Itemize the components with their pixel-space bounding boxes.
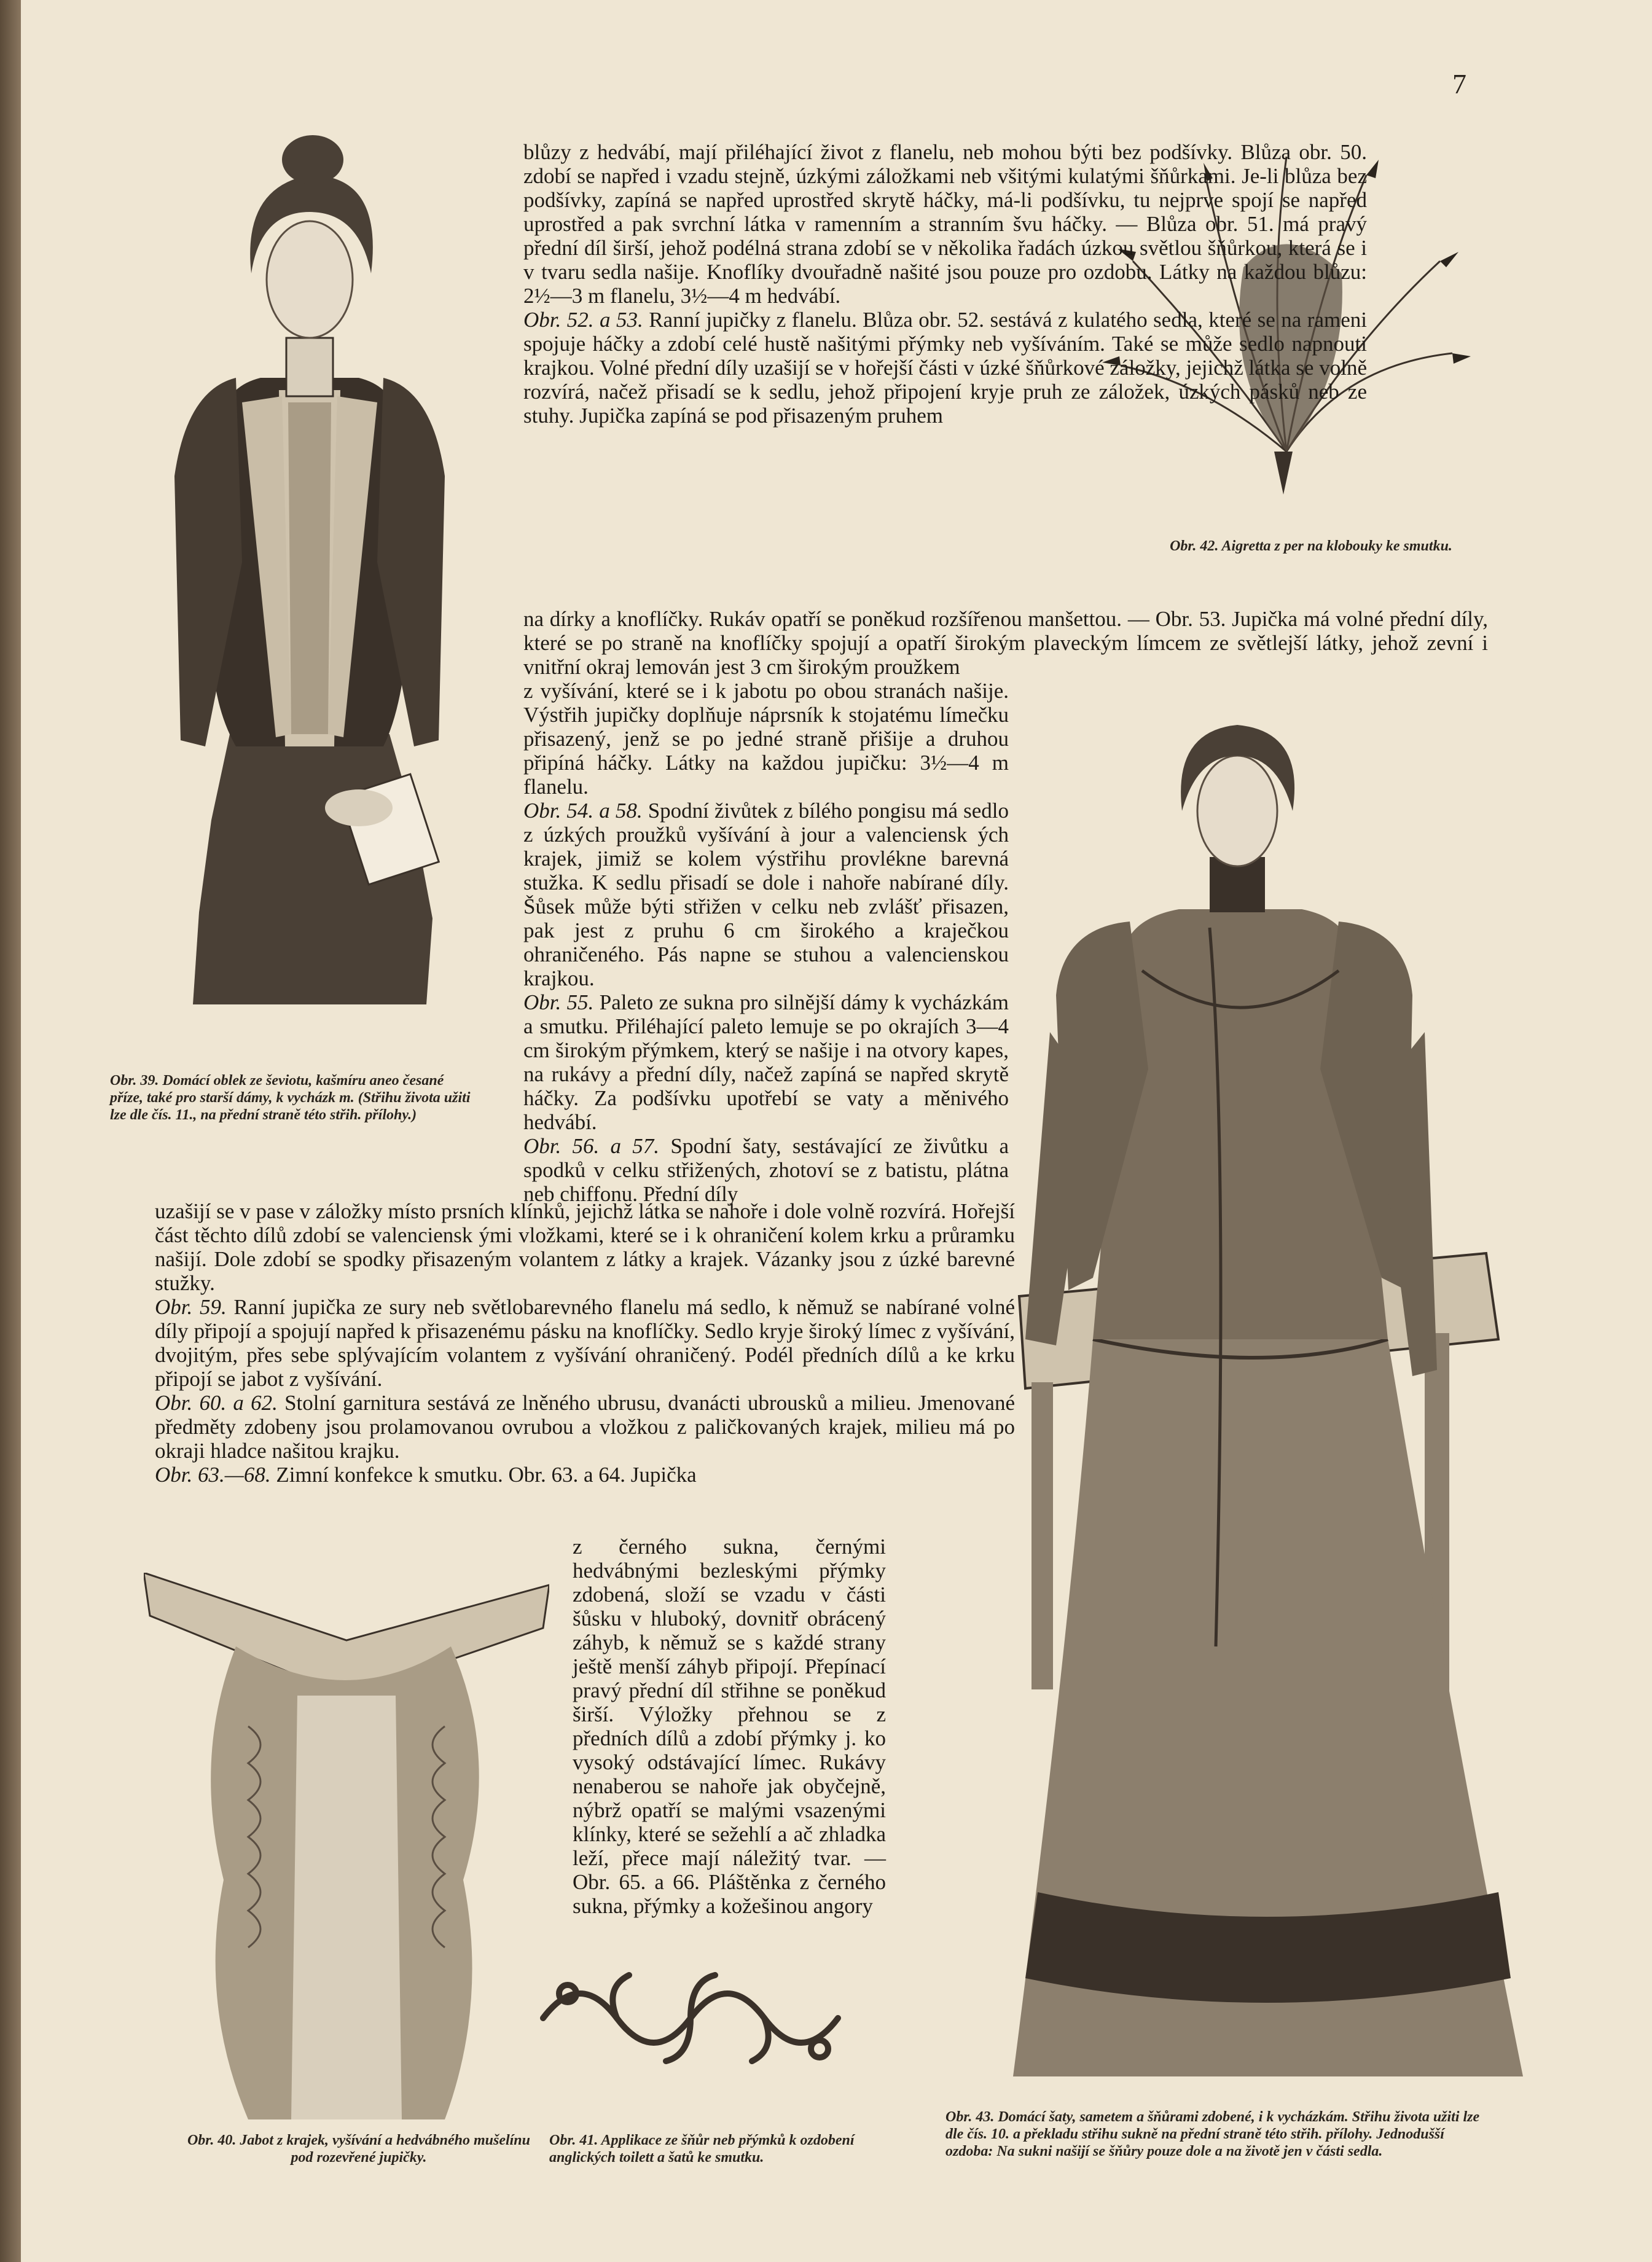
- label-obr-56: Obr. 56. a 57.: [523, 1134, 660, 1158]
- figure-43-engraving: [945, 725, 1529, 2089]
- paragraph-obr-52: [523, 308, 1367, 428]
- label-obr-59: Obr. 59.: [155, 1295, 227, 1319]
- caption-figure-43: Obr. 43. Domácí šaty, sametem a šňůrami zdobené, i k vycházkám. Střihu života užiti lze dle čís. 10. a překladu střihu sukně na přední straně této střih. přílohy. Jednodušší ozdoba: Na sukni našijí se šňůry pouze dole a na životě jen v části sedla.: [945, 2109, 1480, 2159]
- page-number: 7: [1452, 68, 1466, 100]
- text-obr-54: Spodní živůtek z bílého pongisu má sedlo z úzkých proužků vyšívání à jour a valenciensk ých krajek, jimiž se kolem výstřihu provlékne barevná stužka. K sedlu přisadí se dole i nahoře nabírané díly. Šůsek může býti střižen v celku neb zvlášť přisazen, pak jest z pruhu 6 cm širokého a kraječkou ohraničeného. Pás napne se stuhou a valencienskou krajkou.: [523, 799, 1009, 990]
- label-obr-54: Obr. 54. a 58.: [523, 799, 643, 823]
- figure-39-engraving: [138, 132, 482, 1011]
- text-column-top: [523, 140, 1367, 428]
- text-obr-60: Stolní garnitura sestává ze lněného ubrusu, dvanácti ubrousků a milieu. Jmenované předměty zdobeny jsou prolamovanou ovrubou a vložkou z paličkovaných krajek, milieu má po okraji hladce našitou krajku.: [155, 1391, 1015, 1463]
- text-wide-a: na dírky a knoflíčky. Rukáv opatří se poněkud rozšířenou manšettou. — Obr. 53. Jupička má volné přední díly, které se po straně na knoflíčky spojují a opatří širokým plaveckým límcem ze světlejší látky, jehož zevní i vnitřní okraj lemován jest 3 cm širokým proužkem: [523, 607, 1488, 679]
- label-obr-63: Obr. 63.—68.: [155, 1463, 271, 1487]
- text-column-bottom: z černého sukna, černými hedvábnými bezleskými přýmky zdobená, složí se vzadu v části šůsku v hluboký, dovnitř obrácený záhyb, k němuž se s každé strany ještě menší záhyb připojí. Přepínací pravý přední díl střihne se poněkud širší. Výložky přehnou se z předních dílů a zdobí přýmky j. ko vysoký odstávající límec. Rukávy nenaberou se nahoře jak obyčejně, nýbrž opatří se malými vsazenými klínky, které se sežehlí a ač zhladka leží, přece mají náležitý tvar. — Obr. 65. a 66. Pláštěnka z černého sukna, přýmky a kožešinou angory: [573, 1535, 886, 1918]
- text-obr-55: Paleto ze sukna pro silnější dámy k vycházkám a smutku. Přiléhající paleto lemuje se po okrajích 3—4 cm širokým přýmkem, který se našije i na otvory kapes, na rukávy a přední díly, načež zapíná se napřed skrytě háčky. Za podšívku upotřebí se vaty a měnivého hedvábí.: [523, 990, 1009, 1134]
- text-obr-59: Ranní jupička ze sury neb světlobarevného flanelu má sedlo, k němuž se nabírané volné díly připojí a spojují napřed k přisazenému pásku na knoflíčky. Sedlo kryje široký límec z vyšívání, dvojitým, přes sebe splývajícím volantem z vyšívání ohraničený. Podél předních dílů a ke krku připojí se jabot z vyšívání.: [155, 1295, 1015, 1391]
- paragraph-obr-59: [155, 1295, 1015, 1391]
- label-obr-52: Obr. 52. a 53.: [523, 308, 643, 332]
- text-wide-b: [155, 1199, 1015, 1487]
- magazine-page: [21, 0, 1652, 2262]
- text-obr-52: Ranní jupičky z flanelu. Blůza obr. 52. sestává z kulatého sedla, které se na rameni spojuje háčky a zdobí celé hustě našitými přýmky neb vyšíváním. Také se může sedlo napnouti krajkou. Volné přední díly uzašijí se v hořejší části v úzké šňůrkové záložky, jejichž látka se volně rozvírá, načež přisadí se k sedlu, jehož připojení kryje pruh ze záložek, úzkých pásků neb ze stuhy. Jupička zapíná se pod přisazeným pruhem: [523, 308, 1367, 428]
- caption-figure-42: Obr. 42. Aigretta z per na klobouky ke smutku.: [1170, 538, 1452, 554]
- paragraph-jupicka-53: z vyšívání, které se i k jabotu po obou stranách našije. Výstřih jupičky doplňuje náprsník k stojatému límečku přisazený, jenž se po jedné straně přišije a druhou připíná háčky. Látky na každou jupičku: 3½—4 m flanelu.: [523, 679, 1009, 799]
- paragraph-obr-54: [523, 799, 1009, 990]
- caption-figure-41: Obr. 41. Applikace ze šňůr neb přýmků k ozdobení anglických toilett a šatů ke smutku.: [549, 2132, 855, 2166]
- figure-40-engraving: [144, 1573, 549, 2132]
- text-obr-63: Zimní konfekce k smutku. Obr. 63. a 64. Jupička: [276, 1463, 697, 1487]
- paragraph-obr-55: [523, 990, 1009, 1134]
- label-obr-60: Obr. 60. a 62.: [155, 1391, 278, 1415]
- paragraph-obr-56: [523, 1134, 1009, 1206]
- paragraph-blouse-intro: blůzy z hedvábí, mají přiléhající život z flanelu, neb mohou býti bez podšívky. Blůza obr. 50. zdobí se napřed i vzadu stejně, úzkými záložkami neb všitými kulatými šňůrkami. Je-li blůza bez podšívky, zapíná se napřed uprostřed skrytě háčky, má-li podšívku, tu nejprve spojí se napřed uprostřed a pak svrchní látka v ramenním a stranním švu háčky. — Blůza obr. 51. má pravý přední díl širší, jehož podélná strana zdobí se v několika řadách úzkou světlou šňůrkou, která se i v tvaru sedla našije. Knoflíky dvouřadně našité jsou pouze pro ozdobu. Látky na každou blůzu: 2½—3 m flanelu, 3½—4 m hedvábí.: [523, 140, 1367, 308]
- book-spine-edge: [0, 0, 21, 2262]
- paragraph-obr-60: [155, 1391, 1015, 1463]
- text-obr-56: Spodní šaty, sestávající ze živůtku a spodků v celku střižených, zhotoví se z batistu, plátna neb chiffonu. Přední díly: [523, 1134, 1009, 1206]
- caption-figure-39: Obr. 39. Domácí oblek ze ševiotu, kašmíru aneo česané příze, také pro starší dámy, k vycházk m. (Střihu života užiti lze dle čís. 11., na přední straně této střih. přílohy.): [110, 1073, 471, 1123]
- label-obr-55: Obr. 55.: [523, 990, 594, 1014]
- paragraph-obr-63: [155, 1463, 1015, 1487]
- figure-41-engraving: [531, 1957, 875, 2086]
- text-column-middle: [523, 679, 1009, 1206]
- caption-figure-40: Obr. 40. Jabot z krajek, vyšívání a hedvábného mušelínu pod rozevřené jupičky.: [187, 2132, 531, 2166]
- paragraph-spodni-saty: uzašijí se v pase v záložky místo prsních klínků, jejichž látka se nahoře i dole volně rozvírá. Hořejší část těchto dílů zdobí se valenciensk ými vložkami, které se i k ohraničení kolem krku a průramku našijí. Dole zdobí se spodky přisazeným volantem z látky a krajek. Vázanky jsou z úzké barevné stužky.: [155, 1199, 1015, 1295]
